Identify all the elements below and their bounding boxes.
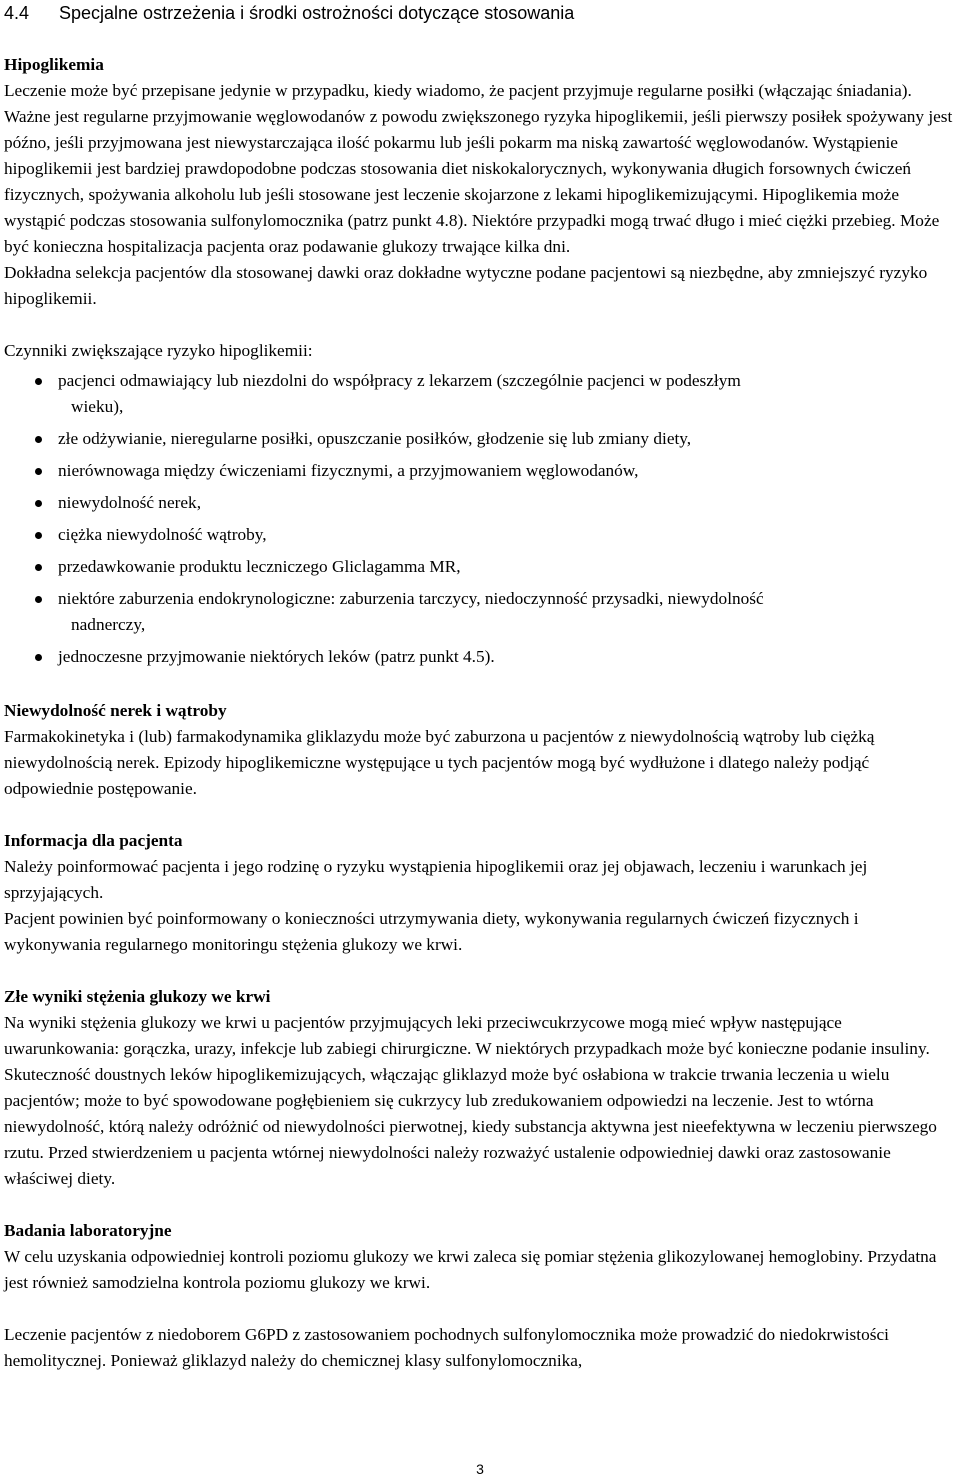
list-item: niewydolność nerek, xyxy=(4,490,956,516)
bullet-icon xyxy=(35,378,42,385)
list-item: pacjenci odmawiający lub niezdolni do współpracy z lekarzem (szczególnie pacjenci w podeszłym wieku), xyxy=(4,368,956,420)
risk-factors-section xyxy=(4,338,956,670)
lab-tests-paragraph: W celu uzyskania odpowiedniej kontroli poziomu glukozy we krwi zaleca się pomiar stężenia glikozylowanej hemoglobiny. Przydatna jest również samodzielna kontrola poziomu glukozy we krwi. xyxy=(4,1247,937,1292)
list-item: niektóre zaburzenia endokrynologiczne: zaburzenia tarczycy, niedoczynność przysadki, niewydolność nadnerczy, xyxy=(4,586,956,638)
patient-info-paragraph-1: Należy poinformować pacjenta i jego rodzinę o ryzyku wystąpienia hipoglikemii oraz jej objawach, leczeniu i warunkach jej sprzyjających. xyxy=(4,857,868,902)
g6pd-paragraph: Leczenie pacjentów z niedoborem G6PD z zastosowaniem pochodnych sulfonylomocznika może prowadzić do niedokrwistości hemolitycznej. Ponieważ gliklazyd należy do chemicznej klasy sulfonylomocznika, xyxy=(4,1325,889,1370)
section-title: Specjalne ostrzeżenia i środki ostrożności dotyczące stosowania xyxy=(59,3,575,23)
renal-hepatic-heading: Niewydolność nerek i wątroby xyxy=(4,701,227,720)
bullet-icon xyxy=(35,654,42,661)
bullet-icon xyxy=(35,500,42,507)
g6pd-section xyxy=(4,1322,956,1374)
bullet-icon xyxy=(35,564,42,571)
poor-control-paragraph-1: Na wyniki stężenia glukozy we krwi u pacjentów przyjmujących leki przeciwcukrzycowe mogą mieć wpływ następujące uwarunkowania: gorączka, urazy, infekcje lub zabiegi chirurgiczne. W niektórych przypadkach może być konieczne podanie insuliny. xyxy=(4,1013,930,1058)
list-item: przedawkowanie produktu leczniczego Gliclagamma MR, xyxy=(4,554,956,580)
poor-control-paragraph-2: Skuteczność doustnych leków hipoglikemizujących, włączając gliklazyd może być osłabiona w trakcie trwania leczenia u wielu pacjentów; może to być spowodowane pogłębieniem się cukrzycy lub zredukowaniem odpowiedzi na leczenie. Jest to wtórna niewydolność, którą należy odróżnić od niewydolności pierwotnej, kiedy substancja aktywna jest nieefektywna w leczeniu pierwszego rzutu. Przed stwierdzeniem u pacjenta wtórnej niewydolności należy rozważyć ustalenie odpowiedniej dawki oraz zastosowanie właściwej diety. xyxy=(4,1065,937,1188)
renal-hepatic-paragraph: Farmakokinetyka i (lub) farmakodynamika gliklazydu może być zaburzona u pacjentów z niewydolnością wątroby lub ciężką niewydolnością nerek. Epizody hipoglikemiczne występujące u tych pacjentów mogą być wydłużone i dlatego należy podjąć odpowiednie postępowanie. xyxy=(4,727,875,798)
hypoglycemia-paragraph-1: Leczenie może być przepisane jedynie w przypadku, kiedy wiadomo, że pacjent przyjmuje regularne posiłki (włączając śniadania). Ważne jest regularne przyjmowanie węglowodanów z powodu zwiększonego ryzyka hipoglikemii, jeśli pierwszy posiłek spożywany jest późno, jeśli przyjmowana jest niewystarczająca ilość pokarmu lub jeśli pokarm ma niską zawartość węglowodanów. Wystąpienie hipoglikemii jest bardziej prawdopodobne podczas stosowania diet niskokalorycznych, wykonywania długich forsownych ćwiczeń fizycznych, spożywania alkoholu lub jeśli stosowane jest leczenie skojarzone z lekami hipoglikemizującymi. Hipoglikemia może wystąpić podczas stosowania sulfonylomocznika (patrz punkt 4.8). Niektóre przypadki mogą trwać długo i mieć ciężki przebieg. Może być konieczna hospitalizacja pacjenta oraz podawanie glukozy trwające kilka dni. xyxy=(4,81,953,256)
lab-tests-section xyxy=(4,1218,956,1296)
hypoglycemia-section xyxy=(4,52,956,312)
list-item: jednoczesne przyjmowanie niektórych leków (patrz punkt 4.5). xyxy=(4,644,956,670)
section-number: 4.4 xyxy=(4,3,30,23)
patient-info-section xyxy=(4,828,956,958)
lab-tests-heading: Badania laboratoryjne xyxy=(4,1221,172,1240)
document-body xyxy=(4,52,956,1374)
renal-hepatic-section xyxy=(4,698,956,802)
page-number: 3 xyxy=(476,1461,484,1477)
poor-control-section xyxy=(4,984,956,1192)
section-heading xyxy=(4,0,574,26)
risk-factors-intro: Czynniki zwiększające ryzyko hipoglikemii: xyxy=(4,341,313,360)
hypoglycemia-paragraph-2: Dokładna selekcja pacjentów dla stosowanej dawki oraz dokładne wytyczne podane pacjentowi są niezbędne, aby zmniejszyć ryzyko hipoglikemii. xyxy=(4,263,928,308)
hypoglycemia-heading: Hipoglikemia xyxy=(4,55,104,74)
list-item: ciężka niewydolność wątroby, xyxy=(4,522,956,548)
patient-info-heading: Informacja dla pacjenta xyxy=(4,831,183,850)
bullet-icon xyxy=(35,596,42,603)
bullet-icon xyxy=(35,436,42,443)
list-item: złe odżywianie, nieregularne posiłki, opuszczanie posiłków, głodzenie się lub zmiany diety, xyxy=(4,426,956,452)
bullet-icon xyxy=(35,468,42,475)
poor-control-heading: Złe wyniki stężenia glukozy we krwi xyxy=(4,987,271,1006)
list-item: nierównowaga między ćwiczeniami fizycznymi, a przyjmowaniem węglowodanów, xyxy=(4,458,956,484)
bullet-icon xyxy=(35,532,42,539)
patient-info-paragraph-2: Pacjent powinien być poinformowany o konieczności utrzymywania diety, wykonywania regularnych ćwiczeń fizycznych i wykonywania regularnego monitoringu stężenia glukozy we krwi. xyxy=(4,909,859,954)
risk-factors-list xyxy=(4,368,956,670)
